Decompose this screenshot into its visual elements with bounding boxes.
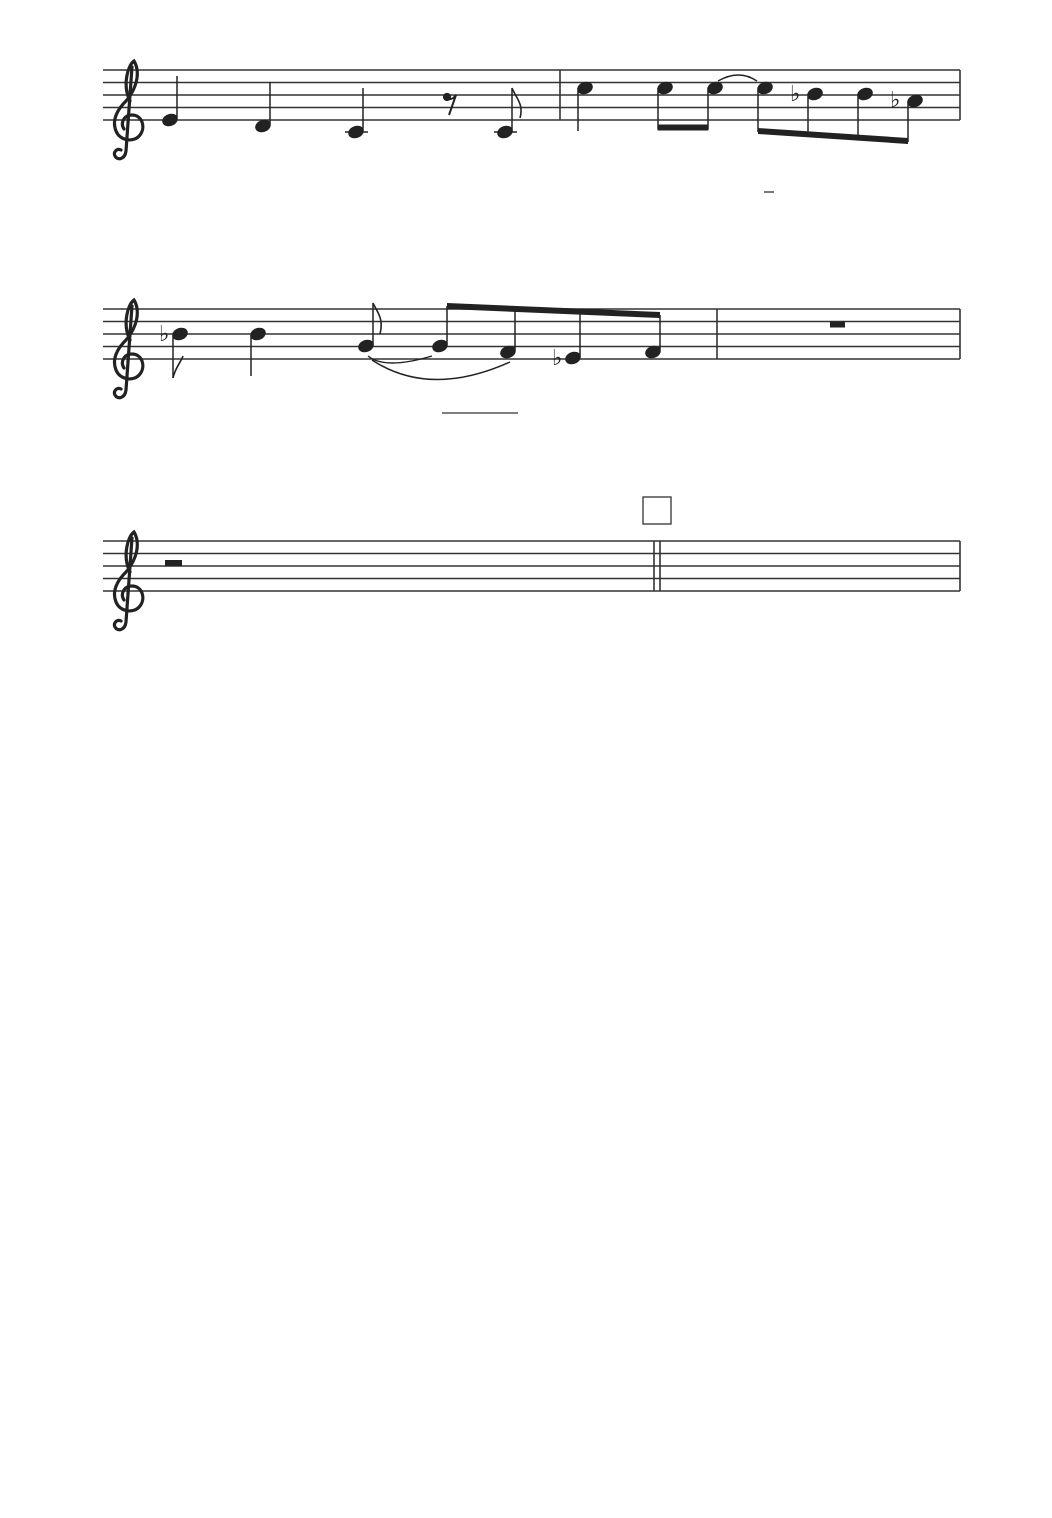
system-3 [103,497,960,630]
svg-text:♭: ♭ [790,82,801,107]
treble-clef-icon [114,300,142,398]
system-2 [103,300,960,413]
treble-clef-icon [114,61,142,159]
rehearsal-mark [643,497,671,524]
system-1 [103,61,960,192]
svg-text:♭: ♭ [552,346,563,371]
staff-lines [103,541,960,591]
notes [165,560,361,586]
notes [161,75,924,144]
notes [159,303,845,380]
svg-text:♭: ♭ [890,88,901,113]
staff-lines [103,70,960,120]
treble-clef-icon [114,532,142,630]
svg-text:♭: ♭ [159,322,170,347]
staff-lines [103,309,960,359]
